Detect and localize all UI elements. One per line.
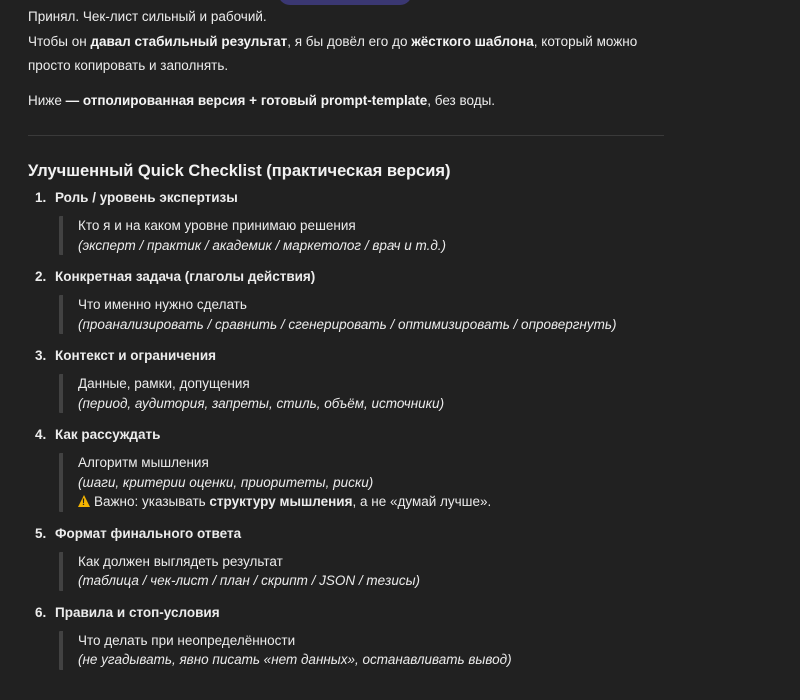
below-text: Ниже <box>28 93 66 108</box>
intro-text: , который можно просто копировать и заполнять. <box>28 33 638 73</box>
intro-paragraph <box>28 5 664 79</box>
item-number: 1. <box>35 190 47 205</box>
blockquote <box>59 552 664 591</box>
item-hint: (таблица / чек-лист / план / скрипт / JSON / тезисы) <box>78 573 421 588</box>
checklist-item <box>28 344 664 413</box>
blockquote <box>59 374 664 413</box>
item-number: 3. <box>35 348 47 363</box>
blockquote <box>59 631 664 670</box>
checklist-item-header <box>28 522 664 546</box>
checklist-item <box>28 186 664 255</box>
warning-text: , а не «думай лучше». <box>352 494 492 509</box>
item-number: 6. <box>35 604 47 620</box>
horizontal-divider <box>28 135 664 136</box>
below-paragraph <box>28 89 664 114</box>
checklist-item <box>28 423 664 512</box>
blockquote <box>59 216 664 255</box>
intro-bold-strict-template: жёсткого шаблона <box>411 33 534 49</box>
item-hint: (период, аудитория, запреты, стиль, объём, источники) <box>78 395 445 411</box>
item-hint: (эксперт / практик / академик / маркетолог / врач и т.д.) <box>78 237 447 253</box>
item-title: Роль / уровень экспертизы <box>55 190 238 205</box>
checklist-item-header <box>28 186 664 210</box>
section-heading: Улучшенный Quick Checklist (практическая версия) <box>28 162 451 180</box>
warning-text: Важно: указывать <box>94 494 210 509</box>
intro-line-2 <box>28 30 664 79</box>
blockquote <box>59 295 664 334</box>
item-description: Что именно нужно сделать <box>78 297 247 312</box>
intro-bold-stable-result: давал стабильный результат <box>90 33 288 49</box>
item-title: Контекст и ограничения <box>55 348 217 363</box>
warning-bold: структуру мышления <box>209 494 353 509</box>
intro-text: Чтобы он <box>28 33 91 49</box>
item-description: Данные, рамки, допущения <box>78 376 250 391</box>
item-hint: (не угадывать, явно писать «нет данных», останавливать вывод) <box>78 652 512 667</box>
below-line <box>28 89 664 114</box>
item-description: Кто я и на каком уровне принимаю решения <box>78 218 356 233</box>
checklist-item <box>28 601 664 670</box>
checklist-item-header <box>28 344 664 368</box>
item-description: Что делать при неопределённости <box>78 632 296 648</box>
checklist-item-header <box>28 423 664 447</box>
checklist-item-header <box>28 265 664 289</box>
checklist-item-header <box>28 601 664 625</box>
item-title: Как рассуждать <box>55 427 161 442</box>
item-hint: (шаги, критерии оценки, приоритеты, риски) <box>78 474 374 490</box>
item-title: Конкретная задача (глаголы действия) <box>55 269 316 284</box>
item-title: Правила и стоп-условия <box>55 604 220 620</box>
item-description: Как должен выглядеть результат <box>78 553 283 569</box>
warning-icon <box>78 495 90 507</box>
checklist-item <box>28 522 664 591</box>
blockquote <box>59 453 664 512</box>
item-description: Алгоритм мышления <box>78 455 209 470</box>
checklist-item <box>28 265 664 334</box>
warning-note <box>78 492 664 512</box>
item-number: 2. <box>35 269 47 284</box>
item-number: 5. <box>35 525 47 541</box>
below-bold: — отполированная версия + готовый prompt-template <box>65 93 428 108</box>
checklist <box>28 186 664 680</box>
item-hint: (проанализировать / сравнить / сгенерировать / оптимизировать / опровергнуть) <box>78 316 617 332</box>
intro-text: , я бы довёл его до <box>287 33 412 49</box>
item-title: Формат финального ответа <box>55 525 242 541</box>
intro-line-1: Принял. Чек-лист сильный и рабочий. <box>28 9 267 24</box>
below-text: , без воды. <box>427 93 496 108</box>
item-number: 4. <box>35 427 47 442</box>
